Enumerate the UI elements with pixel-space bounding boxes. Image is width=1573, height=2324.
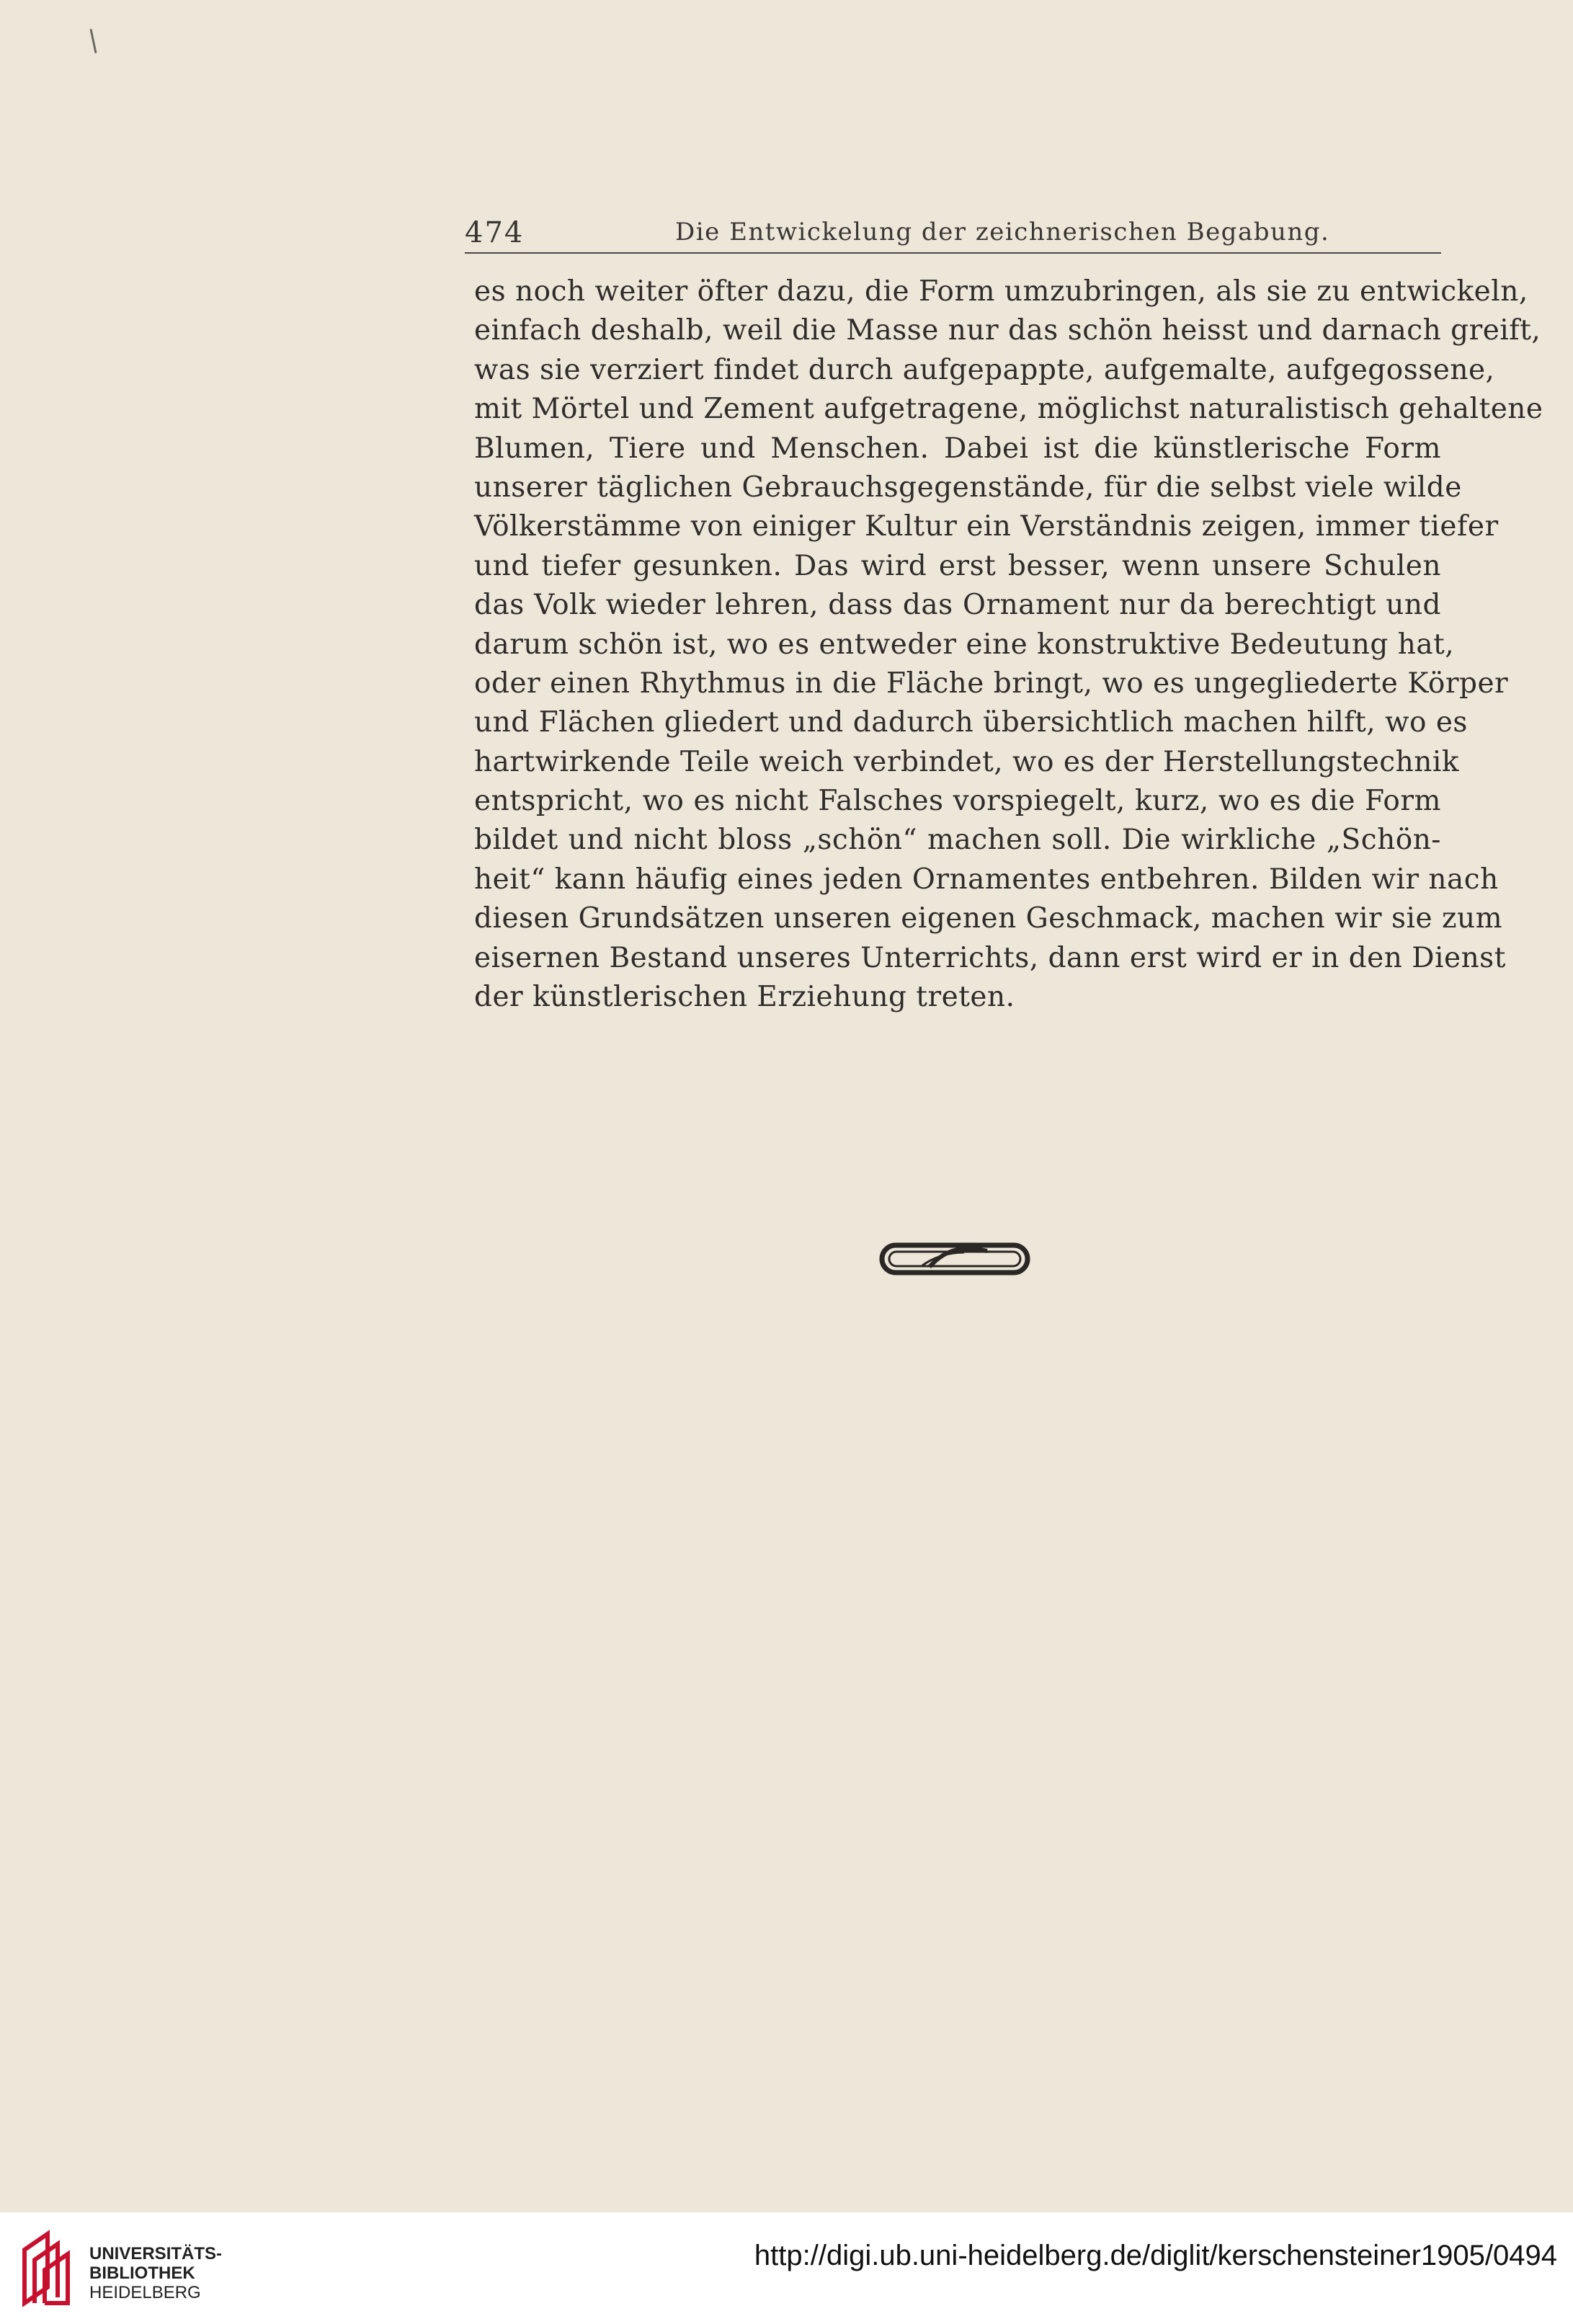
library-name-line1: UNIVERSITÄTS-: [89, 2244, 223, 2263]
text-line: heit“ kann häufig eines jeden Ornamentes entbehren. Bilden wir nach: [474, 863, 1499, 896]
university-library-logo-icon: [19, 2228, 78, 2309]
text-line: entspricht, wo es nicht Falsches vorspiegelt, kurz, wo es die Form: [474, 785, 1441, 818]
text-line: diesen Grundsätzen unseren eigenen Geschmack, machen wir sie zum: [474, 902, 1503, 935]
text-line: darum schön ist, wo es entweder eine konstruktive Bedeutung hat,: [474, 628, 1455, 661]
library-name-line3: HEIDELBERG: [89, 2283, 201, 2302]
text-line: oder einen Rhythmus in die Fläche bringt, wo es ungegliederte Körper: [474, 667, 1509, 700]
library-name-line2: BIBLIOTHEK: [89, 2263, 195, 2283]
stray-ink-mark: [89, 29, 97, 53]
chain-link-ornament-icon: [879, 1241, 1030, 1277]
running-header: [465, 209, 1441, 254]
text-line: mit Mörtel und Zement aufgetragene, möglichst naturalistisch gehaltene: [474, 393, 1543, 426]
text-line: eisernen Bestand unseres Unterrichts, dann erst wird er in den Dienst: [474, 941, 1506, 974]
text-line: unserer täglichen Gebrauchsgegenstände, für die selbst viele wilde: [474, 471, 1462, 504]
library-name: [89, 2244, 222, 2302]
running-title: Die Entwickelung der zeichnerischen Begabung.: [675, 218, 1330, 246]
source-url-link[interactable]: http://digi.ub.uni-heidelberg.de/diglit/kerschensteiner1905/0494: [754, 2240, 1557, 2271]
text-line: es noch weiter öfter dazu, die Form umzubringen, als sie zu entwickeln,: [474, 275, 1528, 308]
body-paragraph: [474, 272, 1543, 1017]
page-number: 474: [465, 216, 525, 249]
text-line: und Flächen gliedert und dadurch übersichtlich machen hilft, wo es: [474, 706, 1468, 739]
text-line-last: der künstlerischen Erziehung treten.: [474, 981, 1015, 1014]
text-line: bildet und nicht bloss „schön“ machen soll. Die wirkliche „Schön-: [474, 824, 1441, 857]
text-line: das Volk wieder lehren, dass das Ornament nur da berechtigt und: [474, 589, 1441, 622]
footer-bar: [0, 2212, 1573, 2324]
text-line: Blumen, Tiere und Menschen. Dabei ist die künstlerische Form: [474, 432, 1441, 465]
text-line: und tiefer gesunken. Das wird erst besser, wenn unsere Schulen: [474, 549, 1441, 582]
text-line: einfach deshalb, weil die Masse nur das schön heisst und darnach greift,: [474, 314, 1541, 347]
text-line: was sie verziert findet durch aufgepappte, aufgemalte, aufgegossene,: [474, 353, 1495, 386]
text-line: hartwirkende Teile weich verbindet, wo es der Herstellungstechnik: [474, 745, 1459, 778]
text-line: Völkerstämme von einiger Kultur ein Verständnis zeigen, immer tiefer: [474, 510, 1499, 543]
